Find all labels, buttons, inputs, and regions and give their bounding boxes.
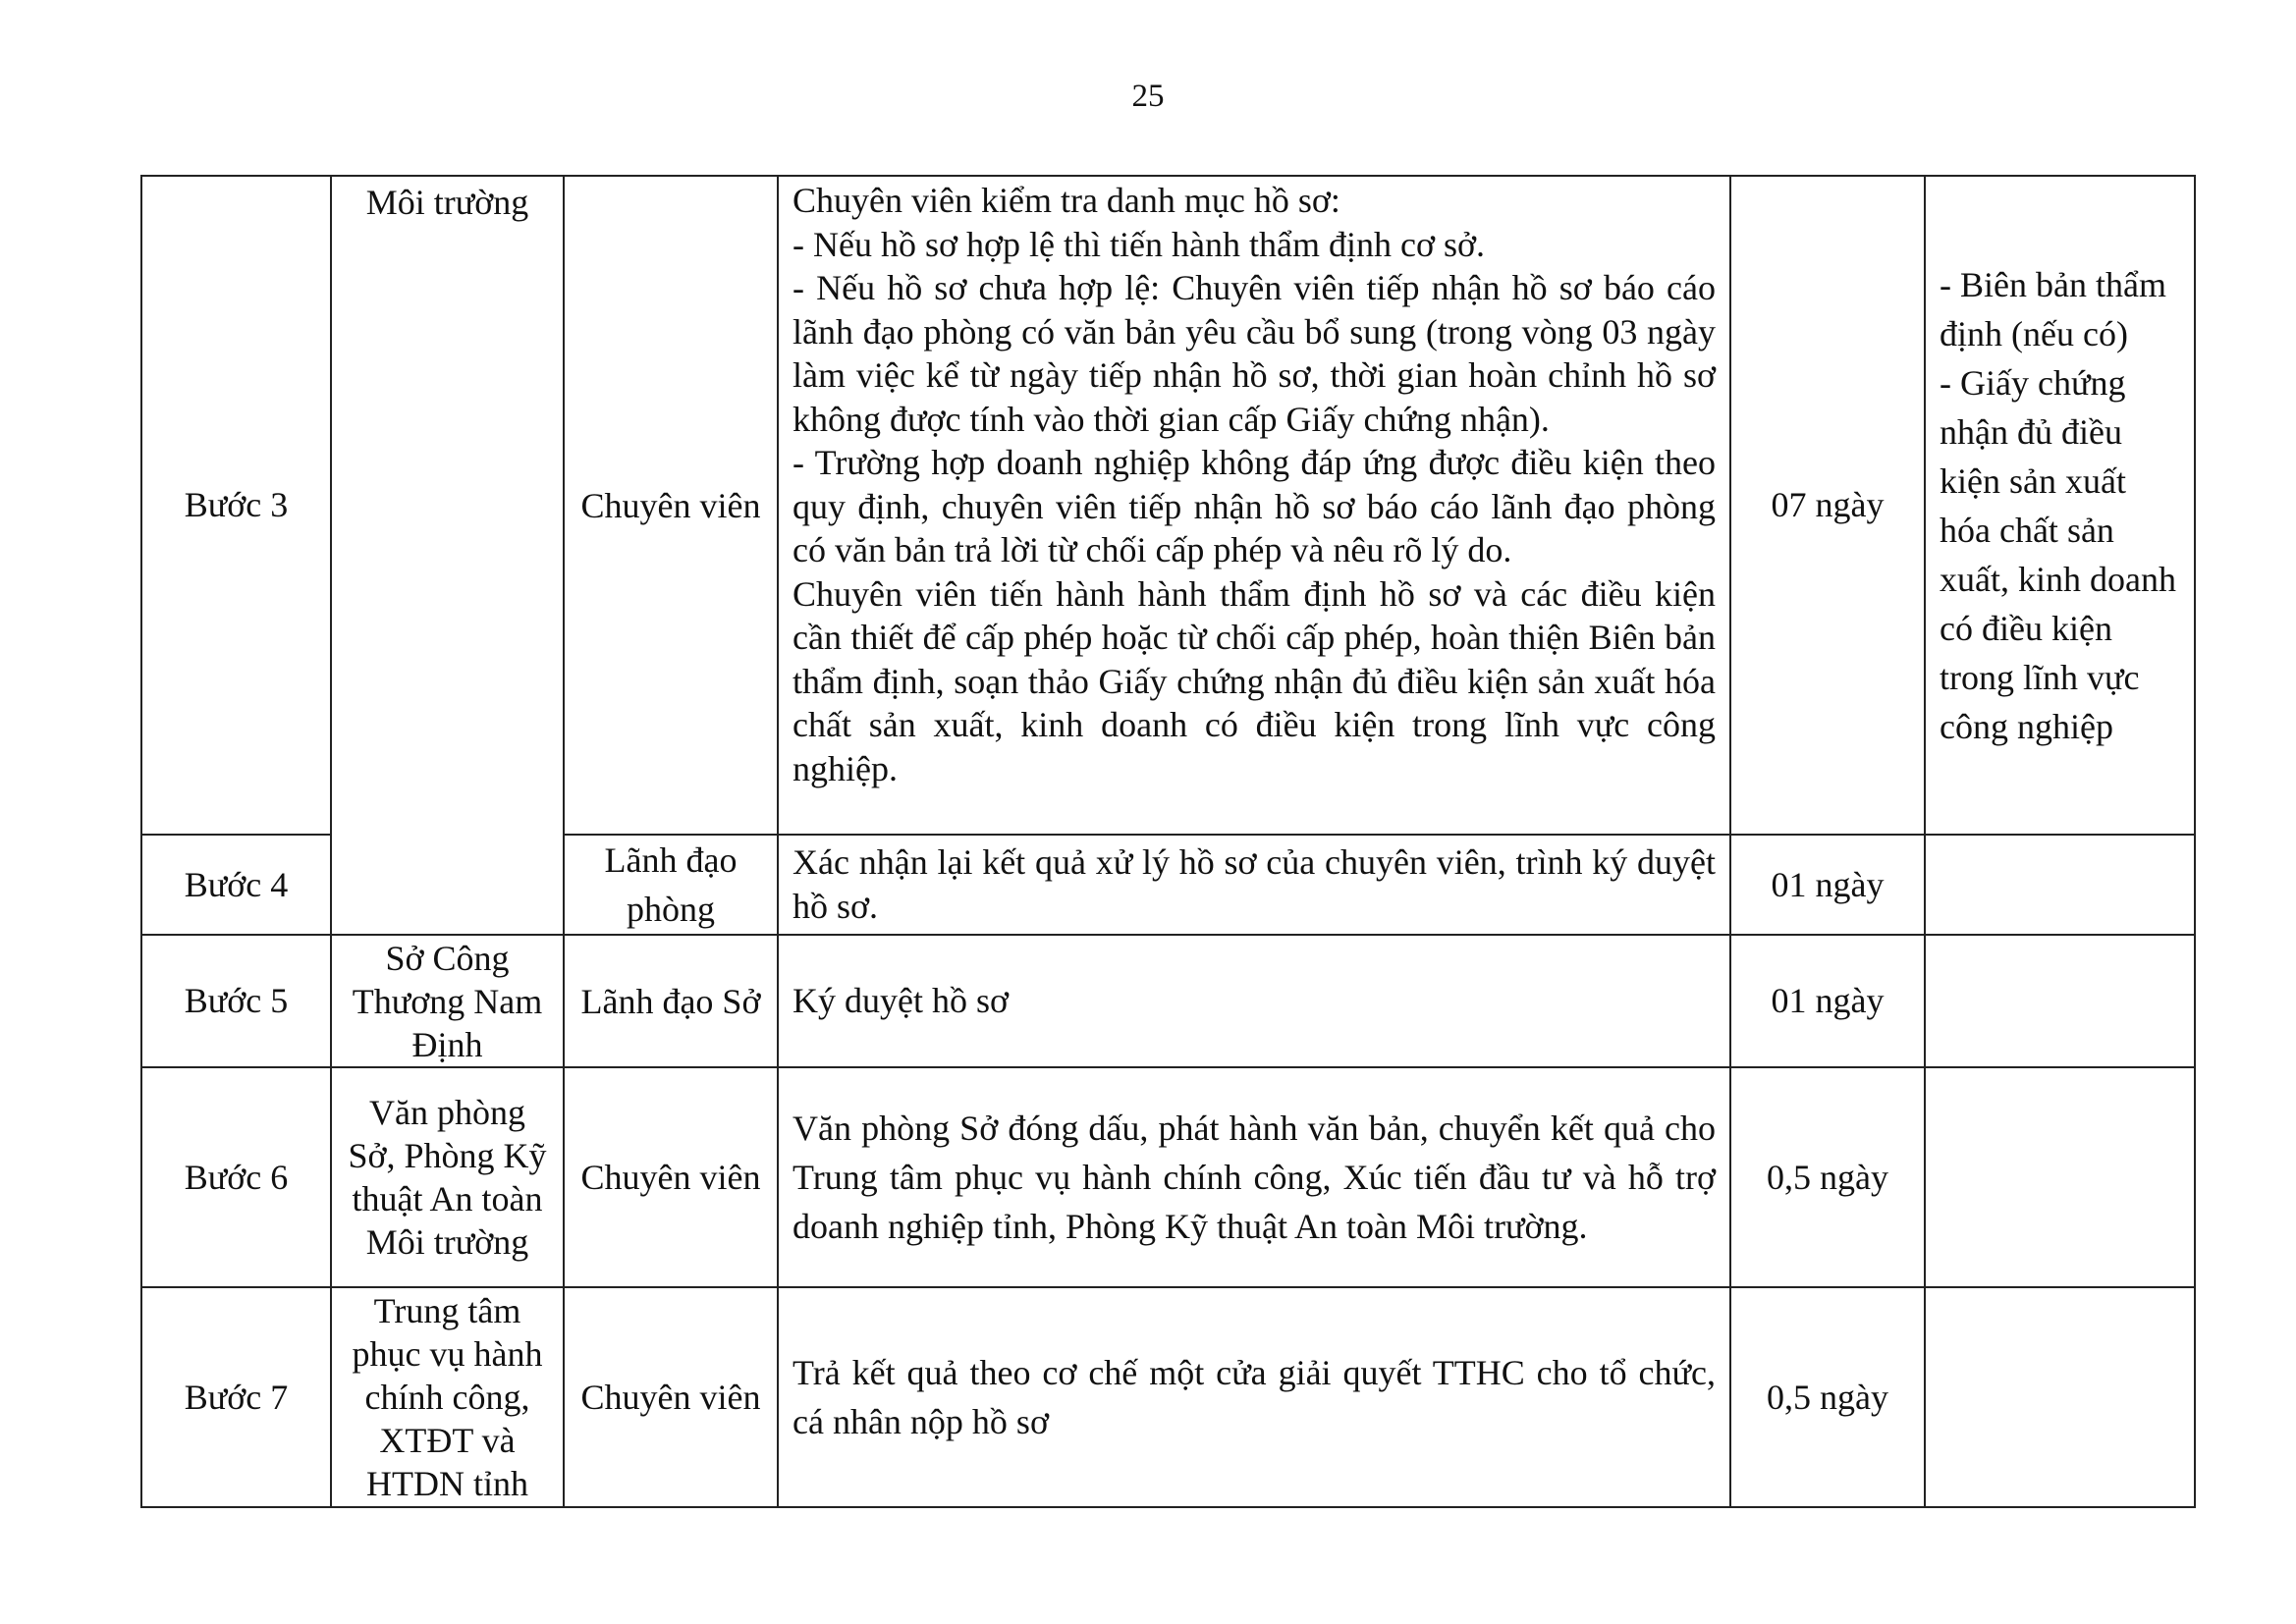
description-line: - Nếu hồ sơ hợp lệ thì tiến hành thẩm định cơ sở. — [793, 224, 1486, 264]
description-line: - Nếu hồ sơ chưa hợp lệ: Chuyên viên tiếp nhận hồ sơ báo cáo lãnh đạo phòng có văn bản yêu cầu bổ sung (trong vòng 03 ngày làm việc kể từ ngày tiếp nhận hồ sơ, thời gian hoàn chỉnh hồ sơ không được tính vào thời gian cấp Giấy chứng nhận). — [793, 268, 1716, 439]
result-cell — [1925, 176, 2195, 835]
table-row — [141, 1287, 2195, 1507]
time-cell: 01 ngày — [1730, 835, 1925, 935]
role-cell: Chuyên viên — [564, 1067, 778, 1287]
description-cell: Xác nhận lại kết quả xử lý hồ sơ của chuyên viên, trình ký duyệt hồ sơ. — [778, 835, 1730, 935]
role-cell: Chuyên viên — [564, 1287, 778, 1507]
unit-cell: Trung tâm phục vụ hành chính công, XTĐT và HTDN tỉnh — [331, 1287, 564, 1507]
role-cell: Lãnh đạo phòng — [564, 835, 778, 935]
description-cell — [778, 176, 1730, 835]
step-cell: Bước 5 — [141, 935, 331, 1067]
unit-cell: Sở Công Thương Nam Định — [331, 935, 564, 1067]
unit-cell: Môi trường — [331, 176, 564, 935]
description-cell: Trả kết quả theo cơ chế một cửa giải quyết TTHC cho tổ chức, cá nhân nộp hồ sơ — [778, 1287, 1730, 1507]
time-cell: 0,5 ngày — [1730, 1287, 1925, 1507]
role-cell: Chuyên viên — [564, 176, 778, 835]
table-row — [141, 935, 2195, 1067]
table-row — [141, 176, 2195, 835]
time-cell: 0,5 ngày — [1730, 1067, 1925, 1287]
table-row — [141, 1067, 2195, 1287]
step-cell: Bước 6 — [141, 1067, 331, 1287]
result-cell — [1925, 1287, 2195, 1507]
procedure-table — [140, 175, 2196, 1508]
result-cell — [1925, 835, 2195, 935]
unit-cell: Văn phòng Sở, Phòng Kỹ thuật An toàn Môi trường — [331, 1067, 564, 1287]
description-cell: Ký duyệt hồ sơ — [778, 935, 1730, 1067]
description-line: - Trường hợp doanh nghiệp không đáp ứng được điều kiện theo quy định, chuyên viên tiếp nhận hồ sơ báo cáo lãnh đạo phòng có văn bản trả lời từ chối cấp phép và nêu rõ lý do. — [793, 443, 1716, 569]
page-number: 25 — [1131, 79, 1165, 114]
role-cell: Lãnh đạo Sở — [564, 935, 778, 1067]
step-cell: Bước 3 — [141, 176, 331, 835]
result-text: - Biên bản thẩm định (nếu có) - Giấy chứng nhận đủ điều kiện sản xuất hóa chất sản xuất, kinh doanh có điều kiện trong lĩnh vực công nghiệp — [1940, 264, 2176, 746]
time-cell: 07 ngày — [1730, 176, 1925, 835]
result-cell — [1925, 935, 2195, 1067]
description-line: Chuyên viên kiểm tra danh mục hồ sơ: — [793, 181, 1340, 220]
description-cell: Văn phòng Sở đóng dấu, phát hành văn bản, chuyển kết quả cho Trung tâm phục vụ hành chính công, Xúc tiến đầu tư và hỗ trợ doanh nghiệp tỉnh, Phòng Kỹ thuật An toàn Môi trường. — [778, 1067, 1730, 1287]
time-cell: 01 ngày — [1730, 935, 1925, 1067]
step-cell: Bước 7 — [141, 1287, 331, 1507]
description-line: Chuyên viên tiến hành hành thẩm định hồ sơ và các điều kiện cần thiết để cấp phép hoặc từ chối cấp phép, hoàn thiện Biên bản thẩm định, soạn thảo Giấy chứng nhận đủ điều kiện sản xuất hóa chất sản xuất, kinh doanh có điều kiện trong lĩnh vực công nghiệp. — [793, 573, 1716, 788]
step-cell: Bước 4 — [141, 835, 331, 935]
result-cell — [1925, 1067, 2195, 1287]
